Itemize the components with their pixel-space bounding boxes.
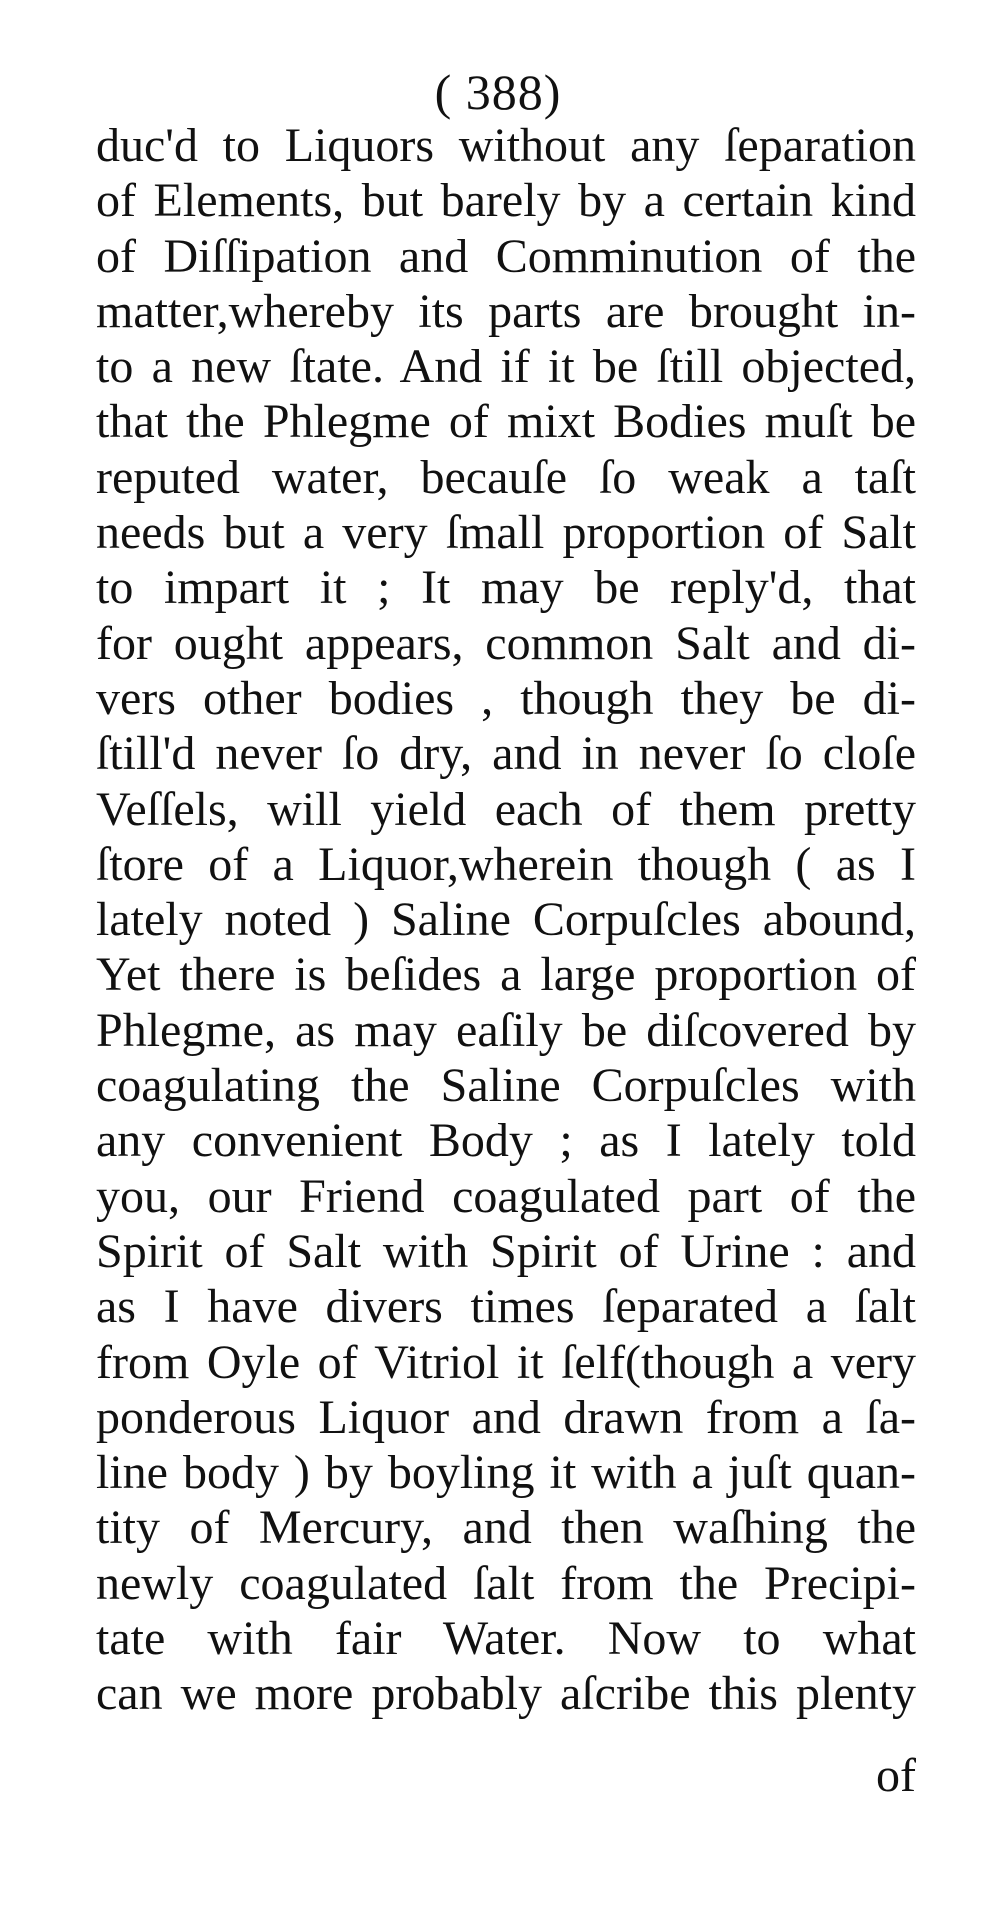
text-line: tate with fair Water. Now to what xyxy=(96,1612,916,1666)
body-text xyxy=(96,118,916,1722)
text-line: you, our Friend coagulated part of the xyxy=(96,1169,916,1223)
text-line: as I have divers times ſeparated a ſalt xyxy=(96,1280,916,1334)
text-line: Veſſels, will yield each of them pretty xyxy=(96,782,916,836)
text-line: ſtore of a Liquor,wherein though ( as I xyxy=(96,837,916,891)
text-line: newly coagulated ſalt from the Precipi- xyxy=(96,1556,916,1610)
text-line: to impart it ; It may be reply'd, that xyxy=(96,561,916,615)
catchword: of xyxy=(876,1749,916,1802)
text-line: ponderous Liquor and drawn from a ſa- xyxy=(96,1390,916,1444)
text-line: line body ) by boyling it with a juſt quan- xyxy=(96,1446,916,1500)
text-line: tity of Mercury, and then waſhing the xyxy=(96,1501,916,1555)
text-line: any convenient Body ; as I lately told xyxy=(96,1114,916,1168)
text-line: to a new ſtate. And if it be ſtill objected, xyxy=(96,340,916,394)
text-line: of Diſſipation and Comminution of the xyxy=(96,229,916,283)
text-line: ſtill'd never ſo dry, and in never ſo cloſe xyxy=(96,727,916,781)
text-line: can we more probably aſcribe this plenty xyxy=(96,1667,916,1721)
text-line: duc'd to Liquors without any ſeparation xyxy=(96,119,916,172)
text-line: Phlegme, as may eaſily be diſcovered by xyxy=(96,1003,916,1057)
text-line: coagulating the Saline Corpuſcles with xyxy=(96,1059,916,1113)
text-line: Spirit of Salt with Spirit of Urine : and xyxy=(96,1224,916,1278)
text-line: from Oyle of Vitriol it ſelf(though a very xyxy=(96,1335,916,1389)
text-line: for ought appears, common Salt and di- xyxy=(96,616,916,670)
text-line: that the Phlegme of mixt Bodies muſt be xyxy=(96,395,916,449)
text-line: vers other bodies , though they be di- xyxy=(96,671,916,725)
text-line: lately noted ) Saline Corpuſcles abound, xyxy=(96,893,916,947)
text-line: Yet there is beſides a large proportion of xyxy=(96,948,916,1002)
text-line: matter,whereby its parts are brought in- xyxy=(96,284,916,338)
text-line: of Elements, but barely by a certain kind xyxy=(96,174,916,228)
page-number: ( 388) xyxy=(434,64,562,120)
text-line: reputed water, becauſe ſo weak a taſt xyxy=(96,450,916,504)
text-line: needs but a very ſmall proportion of Salt xyxy=(96,506,916,560)
